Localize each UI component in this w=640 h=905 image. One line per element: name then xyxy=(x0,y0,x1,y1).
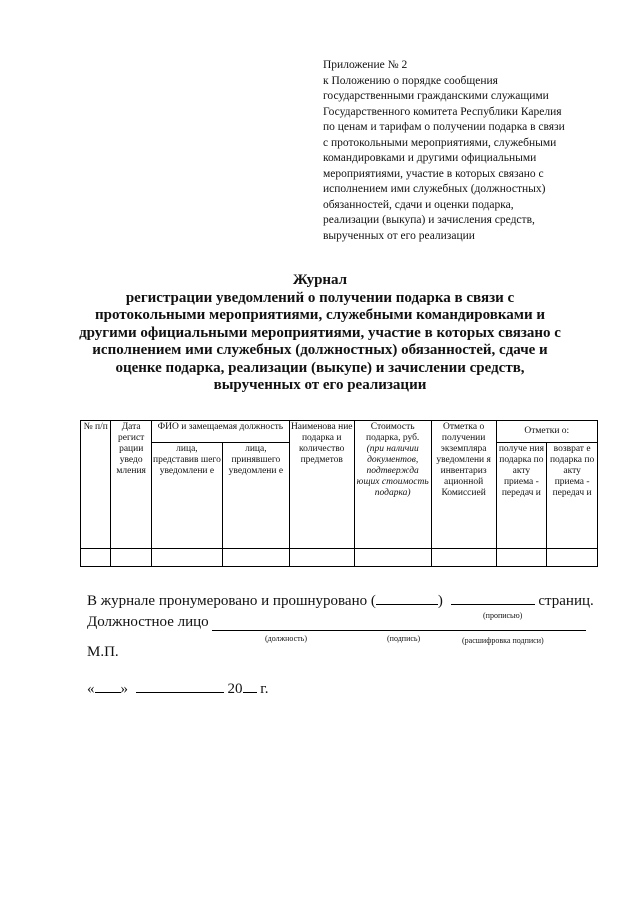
day-blank xyxy=(95,678,121,693)
appendix-line: Приложение № 2 xyxy=(323,59,408,71)
appendix-line: по ценам и тарифам о получении подарка в связи xyxy=(323,121,565,133)
appendix-line: исполнением ими служебных (должностных) xyxy=(323,183,546,195)
date-close: » xyxy=(120,681,128,697)
appendix-line: Государственного комитета Республики Карелия xyxy=(323,105,562,118)
header-cost xyxy=(354,421,431,549)
table-cell xyxy=(222,549,289,567)
journal-pages-text: В журнале пронумеровано и прошнуровано ( xyxy=(87,593,376,609)
appendix-line: вырученных от его реализации xyxy=(323,229,475,242)
header-cost-main: Стоимость подарка, руб. xyxy=(366,422,420,443)
journal-pages-close: ) xyxy=(437,593,443,609)
journal-pages-line xyxy=(87,590,594,610)
year-suffix: г. xyxy=(260,681,269,697)
title-line: вырученных от его реализации xyxy=(213,377,427,393)
year-prefix: 20 xyxy=(227,681,243,697)
table-cell xyxy=(547,549,598,567)
appendix-line: обязанностей, сдачи и оценки подарка, xyxy=(323,198,514,211)
table-cell xyxy=(496,549,547,567)
pages-word: страниц. xyxy=(538,593,594,609)
official-label: Должностное лицо xyxy=(87,614,209,630)
table-cell xyxy=(111,549,152,567)
appendix-line: реализации (выкупа) и зачисления средств, xyxy=(323,214,535,226)
pages-caption: (прописью) xyxy=(483,611,523,620)
title-line: протокольными мероприятиями, служебными командировками и xyxy=(94,307,546,323)
title-line: Журнал xyxy=(292,272,348,288)
title-line: другими официальными мероприятиями, участие в которых связано с xyxy=(79,324,561,341)
header-marks-group: Отметки о: xyxy=(496,421,597,443)
header-cost-note: (при наличии документов, подтвержда ющих стоимость подарка) xyxy=(356,444,429,498)
title-line: оценке подарка, реализации (выкупе) и зачислении средств, xyxy=(115,359,525,376)
table-row xyxy=(81,549,598,567)
month-blank xyxy=(136,678,224,693)
stamp-label: М.П. xyxy=(87,644,119,660)
appendix-line: к Положению о порядке сообщения xyxy=(323,74,498,87)
table-cell xyxy=(354,549,431,567)
pages-number-blank xyxy=(376,590,438,605)
header-num: № п/п xyxy=(81,421,111,549)
header-gift-name: Наименова ние подарка и количество предметов xyxy=(289,421,354,549)
date-line xyxy=(87,678,268,698)
header-fio-submit: лица, представив шего уведомлени е xyxy=(151,443,222,549)
journal-title xyxy=(60,272,580,395)
pages-words-blank xyxy=(451,590,535,605)
appendix-line: с протокольными мероприятиями, служебными xyxy=(323,136,557,149)
title-line: исполнением ими служебных (должностных) обязанностей, сдаче и xyxy=(92,342,548,358)
header-receipt-mark: Отметка о получении экземпляра уведомлени я инвентариз ационной Комиссией xyxy=(431,421,496,549)
appendix-line: государственными гражданскими служащими xyxy=(323,90,549,102)
header-date: Дата регист рации уведо мления xyxy=(111,421,152,549)
header-mark-get: получе ния подарка по акту приема - передач и xyxy=(496,443,547,549)
table-cell xyxy=(151,549,222,567)
header-fio-accept: лица, принявшего уведомлени е xyxy=(222,443,289,549)
header-fio-group: ФИО и замещаемая должность xyxy=(151,421,289,443)
official-line xyxy=(87,614,209,631)
caption-decode: (расшифровка подписи) xyxy=(462,636,544,645)
date-open: « xyxy=(87,681,95,697)
caption-position: (должность) xyxy=(265,634,307,643)
appendix-line: мероприятиями, участие в которых связано с xyxy=(323,167,544,180)
table-cell xyxy=(431,549,496,567)
journal-table xyxy=(80,420,598,567)
appendix-header xyxy=(323,58,613,244)
appendix-line: командировками и другими официальными xyxy=(323,152,537,164)
caption-signature: (подпись) xyxy=(387,634,421,643)
table-cell xyxy=(81,549,111,567)
year-blank xyxy=(243,678,257,693)
official-signature-line xyxy=(212,630,586,631)
header-mark-return: возврат е подарка по акту приема - передач и xyxy=(547,443,598,549)
table-cell xyxy=(289,549,354,567)
title-line: регистрации уведомлений о получении подарка в связи с xyxy=(125,289,515,306)
